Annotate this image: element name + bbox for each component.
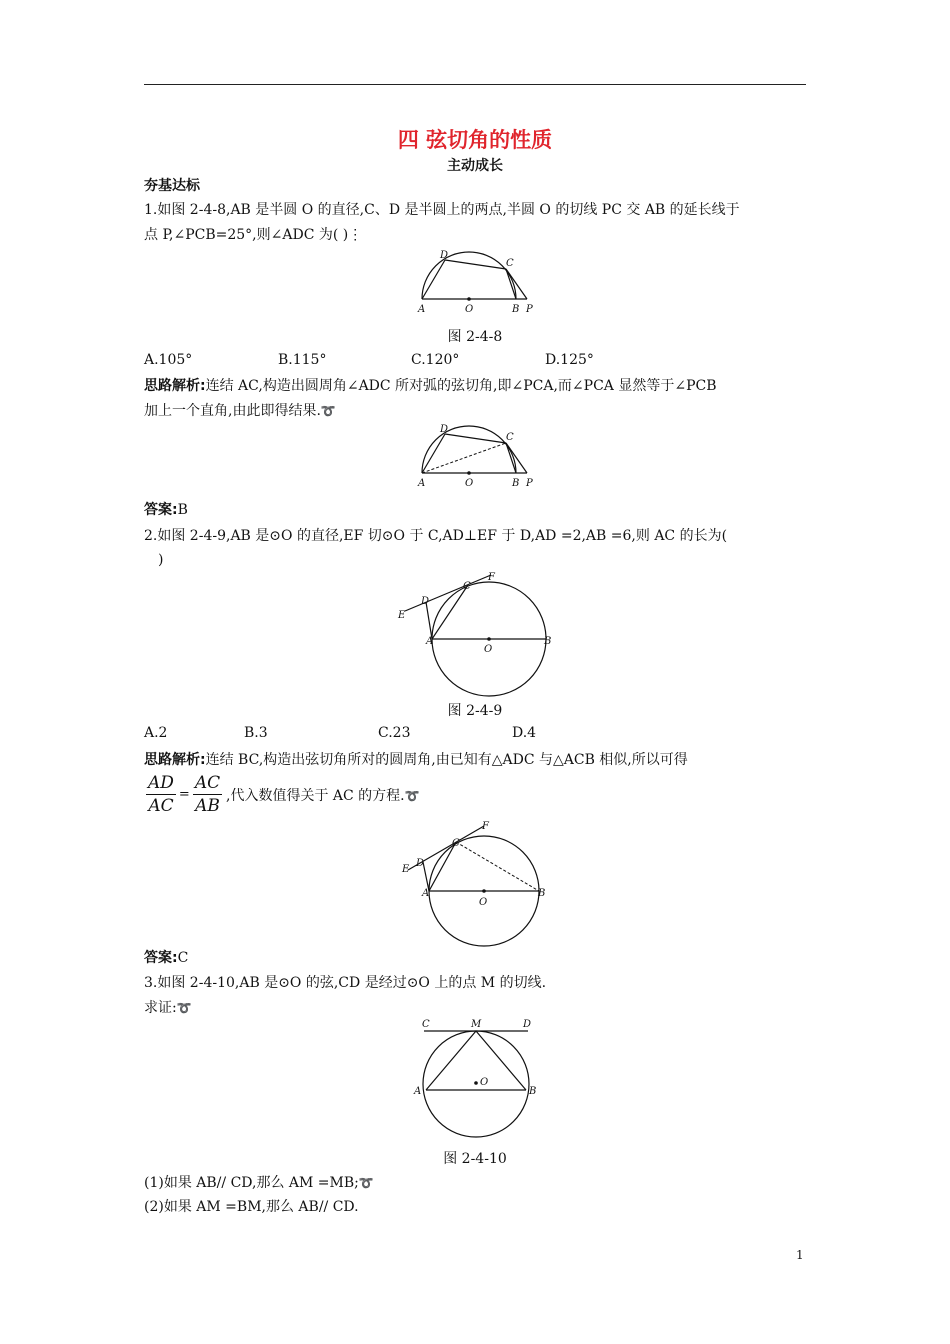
header-rule: [144, 84, 806, 85]
page-number: 1: [796, 1248, 804, 1262]
fig1-label-p: P: [526, 304, 533, 315]
loop-icon: ➰: [320, 404, 336, 418]
loop-icon: ➰: [404, 789, 420, 803]
figure-2-4-9: [396, 570, 566, 690]
fig1-label-d: D: [440, 250, 449, 261]
q1-option-d: D.125°: [545, 352, 594, 368]
q1-option-c: C.120°: [411, 352, 460, 368]
fig2s-label-b: B: [538, 888, 546, 899]
figure-2-4-9-solution: [398, 818, 568, 948]
fig1s-label-c: C: [506, 432, 514, 443]
fig3-label-b: B: [529, 1086, 537, 1097]
fig2-label-a: A: [426, 636, 434, 647]
fig3-label-c: C: [422, 1019, 430, 1030]
fig2-label-b: B: [544, 636, 552, 647]
q3-figure-caption: 图 2-4-10: [443, 1151, 507, 1167]
q2-fraction-equation: [146, 772, 222, 817]
fig3-label-m: M: [471, 1019, 482, 1030]
fig2s-label-f: F: [482, 821, 489, 832]
q2-analysis-text: 连结 BC,构造出弦切角所对的圆周角,由已知有△ADC 与△ACB 相似,所以可得: [205, 752, 688, 768]
q2-analysis-text2: ,代入数值得关于 AC 的方程.: [226, 788, 405, 804]
fig2-label-e: E: [398, 610, 406, 621]
figure-2-4-8: [410, 250, 550, 320]
fig2s-label-o: O: [479, 897, 488, 908]
fraction-left: [146, 772, 176, 817]
fig3-label-d: D: [523, 1019, 532, 1030]
fig2-label-d: D: [421, 596, 430, 607]
q2-answer: [144, 948, 808, 968]
q2-analysis-line2: [226, 786, 626, 806]
q1-answer-value: B: [177, 502, 188, 518]
q1-analysis-text: 连结 AC,构造出圆周角∠ADC 所对弧的弦切角,即∠PCA,而∠PCA 显然等于∠PCB: [205, 378, 717, 394]
fig2s-label-a: A: [422, 888, 430, 899]
fig1s-label-p: P: [526, 478, 533, 489]
q1-answer-label: 答案:: [144, 502, 178, 518]
fig3-label-a: A: [414, 1086, 422, 1097]
fraction-right-den: AB: [195, 796, 220, 816]
q3-part2: (2)如果 AM =BM,那么 AB// CD.: [144, 1199, 359, 1215]
fig1s-label-o: O: [465, 478, 474, 489]
q1-analysis-line1: [144, 376, 808, 396]
q1-analysis-label: 思路解析:: [144, 378, 206, 394]
q2-text-line1: 2.如图 2-4-9,AB 是⊙O 的直径,EF 切⊙O 于 C,AD⊥EF 于 D,AD =2,AB =6,则 AC 的长为(: [144, 528, 728, 544]
fig2-label-f: F: [488, 572, 495, 583]
fig1s-label-b: B: [512, 478, 520, 489]
page-title: 四 弦切角的性质: [397, 128, 553, 152]
fig1s-label-a: A: [418, 478, 426, 489]
q1-option-b: B.115°: [278, 352, 327, 368]
q2-text-line2: ): [158, 552, 164, 568]
q2-analysis-label: 思路解析:: [144, 752, 206, 768]
q2-answer-value: C: [177, 950, 189, 966]
q1-option-a: A.105°: [144, 352, 193, 368]
fig2-label-o: O: [484, 644, 493, 655]
fraction-equals: =: [178, 787, 190, 802]
fig2s-label-d: D: [416, 858, 425, 869]
fraction-left-num: AD: [148, 773, 174, 793]
q1-figure-caption: 图 2-4-8: [447, 329, 503, 345]
q2-option-a: A.2: [144, 725, 168, 741]
q2-option-c: C.23: [378, 725, 411, 741]
q2-analysis-line1: [144, 750, 808, 770]
q1-text-line1: 1.如图 2-4-8,AB 是半圆 O 的直径,C、D 是半圆上的两点,半圆 O 的切线 PC 交 AB 的延长线于: [144, 202, 740, 218]
fraction-right-num: AC: [194, 773, 221, 793]
q2-option-d: D.4: [512, 725, 537, 741]
section-label: 夯基达标: [144, 178, 200, 194]
fig1s-label-d: D: [440, 424, 449, 435]
fig1-label-c: C: [506, 258, 514, 269]
q2-option-b: B.3: [244, 725, 268, 741]
fig1-label-a: A: [418, 304, 426, 315]
figure-2-4-10: [408, 1014, 558, 1144]
fig2s-label-c: C: [452, 838, 460, 849]
fraction-left-den: AC: [148, 796, 174, 816]
q1-text-line2: 点 P,∠PCB=25°,则∠ADC 为( )⋮: [144, 227, 363, 243]
fraction-right: [193, 772, 222, 817]
q2-figure-caption: 图 2-4-9: [447, 703, 503, 719]
fig1-label-o: O: [465, 304, 474, 315]
q1-analysis-line2: [144, 401, 808, 421]
q3-text-line1: 3.如图 2-4-10,AB 是⊙O 的弦,CD 是经过⊙O 上的点 M 的切线.: [144, 975, 547, 991]
figure-2-4-8-solution: [410, 424, 550, 494]
q1-answer: [144, 500, 808, 520]
q3-prove-label: 求证:: [144, 1000, 177, 1016]
q2-answer-label: 答案:: [144, 950, 178, 966]
loop-icon: ➰: [358, 1176, 374, 1190]
loop-icon: ➰: [176, 1001, 192, 1015]
q3-part1-text: (1)如果 AB// CD,那么 AM =MB;: [144, 1175, 359, 1191]
fig1-label-b: B: [512, 304, 520, 315]
fig2s-label-e: E: [402, 864, 410, 875]
fig3-label-o: O: [480, 1077, 489, 1088]
fig2-label-c: C: [463, 581, 471, 592]
q1-analysis-text2: 加上一个直角,由此即得结果.: [144, 403, 321, 419]
page-subtitle: 主动成长: [447, 158, 503, 174]
q3-part1: [144, 1173, 808, 1193]
